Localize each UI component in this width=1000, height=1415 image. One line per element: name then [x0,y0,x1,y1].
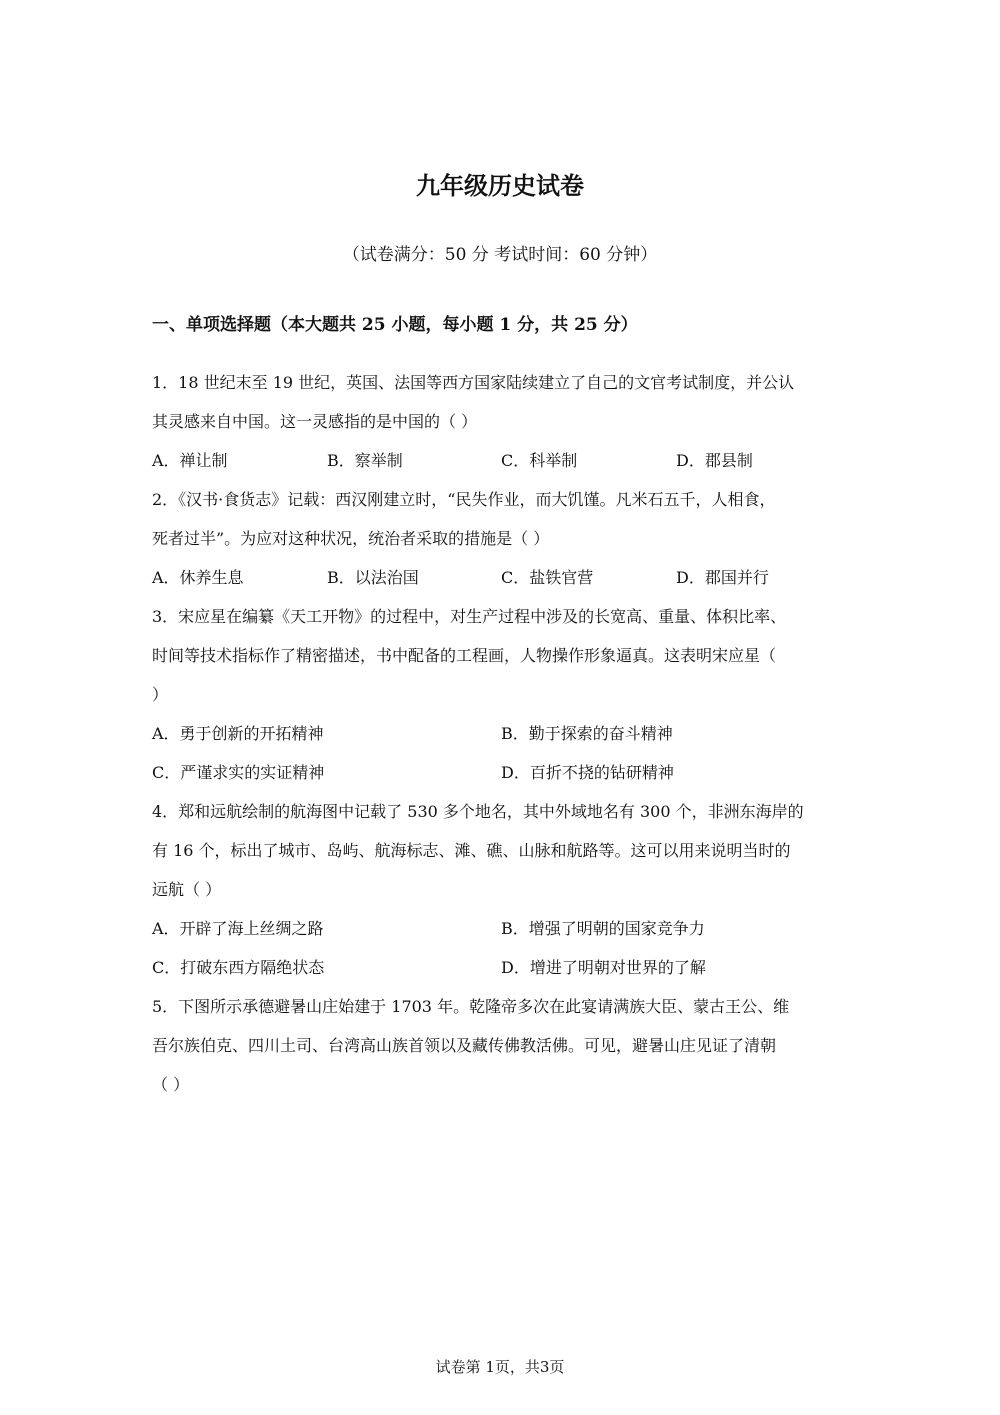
option-d: D．增进了明朝对世界的了解 [501,958,706,977]
question-1 [152,363,852,480]
question-line: 2．《汉书·食货志》记载：西汉刚建立时，“民失作业，而大饥馑。凡米石五千，人相食， [152,490,776,509]
question-line: 其灵感来自中国。这一灵感指的是中国的（ ） [152,412,478,431]
option-a: A．开辟了海上丝绸之路 [152,919,324,938]
question-line: 有 16 个，标出了城市、岛屿、航海标志、滩、礁、山脉和航路等。这可以用来说明当时的 [152,841,791,860]
option-a: A．禅让制 [152,451,228,470]
option-b: B．察举制 [327,451,403,470]
options-row [152,714,852,753]
question-line: 时间等技术指标作了精密描述，书中配备的工程画，人物操作形象逼真。这表明宋应星（ [152,646,777,665]
options-row [152,948,852,987]
question-3 [152,597,852,792]
options-row [152,558,852,597]
option-c: C．严谨求实的实证精神 [152,763,325,782]
option-c: C．科举制 [501,451,578,470]
question-line: 1．18 世纪末至 19 世纪，英国、法国等西方国家陆续建立了自己的文官考试制度，并公认 [152,373,795,392]
question-4 [152,792,852,987]
page-footer: 试卷第 1页，共3页 [435,1358,565,1376]
options-row [152,909,852,948]
option-b: B．增强了明朝的国家竞争力 [501,919,705,938]
question-5 [152,987,852,1104]
question-2 [152,480,852,597]
exam-subtitle: （试卷满分：50 分 考试时间：60 分钟） [342,245,658,265]
question-line: 吾尔族伯克、四川土司、台湾高山族首领以及藏传佛教活佛。可见，避暑山庄见证了清朝 [152,1036,777,1055]
option-c: C．打破东西方隔绝状态 [152,958,325,977]
option-b: B．勤于探索的奋斗精神 [501,724,673,743]
options-row [152,441,852,480]
option-b: B．以法治国 [327,568,419,587]
option-c: C．盐铁官营 [501,568,594,587]
question-line: 远航（ ） [152,880,222,899]
question-line: 4．郑和远航绘制的航海图中记载了 530 多个地名，其中外域地名有 300 个，非洲东海岸的 [152,802,804,821]
question-line: ） [152,685,169,704]
question-line: 死者过半”。为应对这种状况，统治者采取的措施是（ ） [152,529,550,548]
option-a: A．勇于创新的开拓精神 [152,724,324,743]
option-d: D．郡国并行 [676,568,769,587]
question-line: （ ） [152,1075,190,1094]
option-d: D．郡县制 [676,451,753,470]
exam-title: 九年级历史试卷 [416,171,584,200]
section-heading: 一、单项选择题（本大题共 25 小题，每小题 1 分，共 25 分） [152,315,638,335]
option-d: D．百折不挠的钻研精神 [501,763,674,782]
question-line: 3．宋应星在编纂《天工开物》的过程中，对生产过程中涉及的长宽高、重量、体积比率、 [152,607,787,626]
options-row [152,753,852,792]
question-line: 5．下图所示承德避暑山庄始建于 1703 年。乾隆帝多次在此宴请满族大臣、蒙古王公、维 [152,997,790,1016]
option-a: A．休养生息 [152,568,244,587]
question-list [152,363,852,1104]
